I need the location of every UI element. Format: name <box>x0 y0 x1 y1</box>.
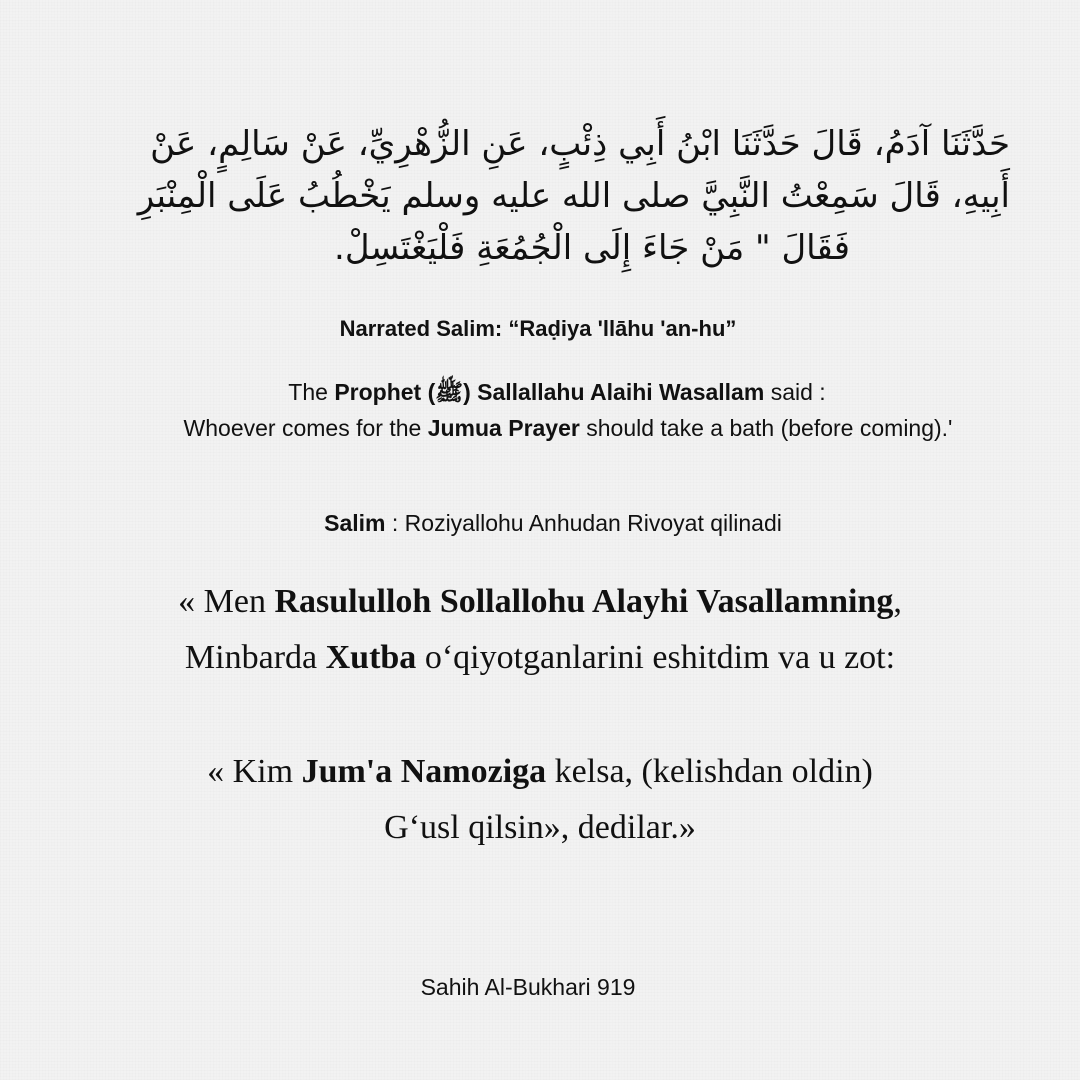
english-translation-line-1 <box>17 374 1080 410</box>
whoever-text: Whoever comes for the <box>183 415 428 441</box>
uzbek-line-2 <box>0 630 1080 686</box>
uzbek-line-1-start: « Men <box>178 583 275 620</box>
uzbek-narrator-rest: : Roziyallohu Anhudan Rivoyat qilinadi <box>385 510 782 536</box>
uzbek-line-2-start: Minbarda <box>184 639 326 676</box>
arabic-line-3: فَقَالَ " مَنْ جَاءَ إِلَى الْجُمُعَةِ فَلْيَغْتَسِلْ. <box>334 228 850 268</box>
uzbek-translation-part-1 <box>0 574 1080 686</box>
xutba-text: Xutba <box>325 639 417 676</box>
uzbek-line-1 <box>0 574 1080 630</box>
uzbek-line-3-end: kelsa, (kelishdan oldin) <box>546 753 873 790</box>
uzbek-narrator-name: Salim <box>324 510 386 536</box>
uzbek-line-4: G‘usl qilsin», dedilar.» <box>384 809 696 846</box>
bath-text: should take a bath (before coming).' <box>579 415 953 441</box>
source-text: Sahih Al-Bukhari 919 <box>420 974 636 1000</box>
arabic-text <box>80 118 1010 274</box>
juma-namoziga-text: Jum'a Namoziga <box>301 753 547 790</box>
english-translation-line-2 <box>28 410 1080 446</box>
uzbek-narrator-line <box>0 510 1080 537</box>
uzbek-line-3 <box>0 744 1080 800</box>
arabic-line-1: حَدَّثَنَا آدَمُ، قَالَ حَدَّثَنَا ابْنُ أَبِي ذِئْبٍ، عَنِ الزُّهْرِيِّ، عَنْ سَالِمٍ، عَنْ <box>150 124 1010 164</box>
said-word: said : <box>764 379 826 405</box>
english-translation <box>0 374 1080 446</box>
jumua-prayer-text: Jumua Prayer <box>427 415 580 441</box>
english-narrator-text: Narrated Salim: “Raḍiya 'llāhu 'an-hu” <box>339 316 737 341</box>
uzbek-line-2-end: o‘qiyotganlarini eshitdim va u zot: <box>416 639 896 676</box>
rasululloh-text: Rasululloh Sollallohu Alayhi Vasallamning <box>274 583 894 620</box>
arabic-line-2: أَبِيهِ، قَالَ سَمِعْتُ النَّبِيَّ صلى الله عليه وسلم يَخْطُبُ عَلَى الْمِنْبَرِ <box>137 176 1010 216</box>
uzbek-line-3-start: « Kim <box>207 753 302 790</box>
source-reference <box>0 974 1080 1001</box>
uzbek-translation-part-2 <box>0 744 1080 856</box>
english-narrator-line <box>0 316 1080 342</box>
the-word: The <box>288 379 335 405</box>
uzbek-line-1-end: , <box>893 583 902 620</box>
prophet-title: Prophet (ﷺ) Sallallahu Alaihi Wasallam <box>334 379 765 405</box>
